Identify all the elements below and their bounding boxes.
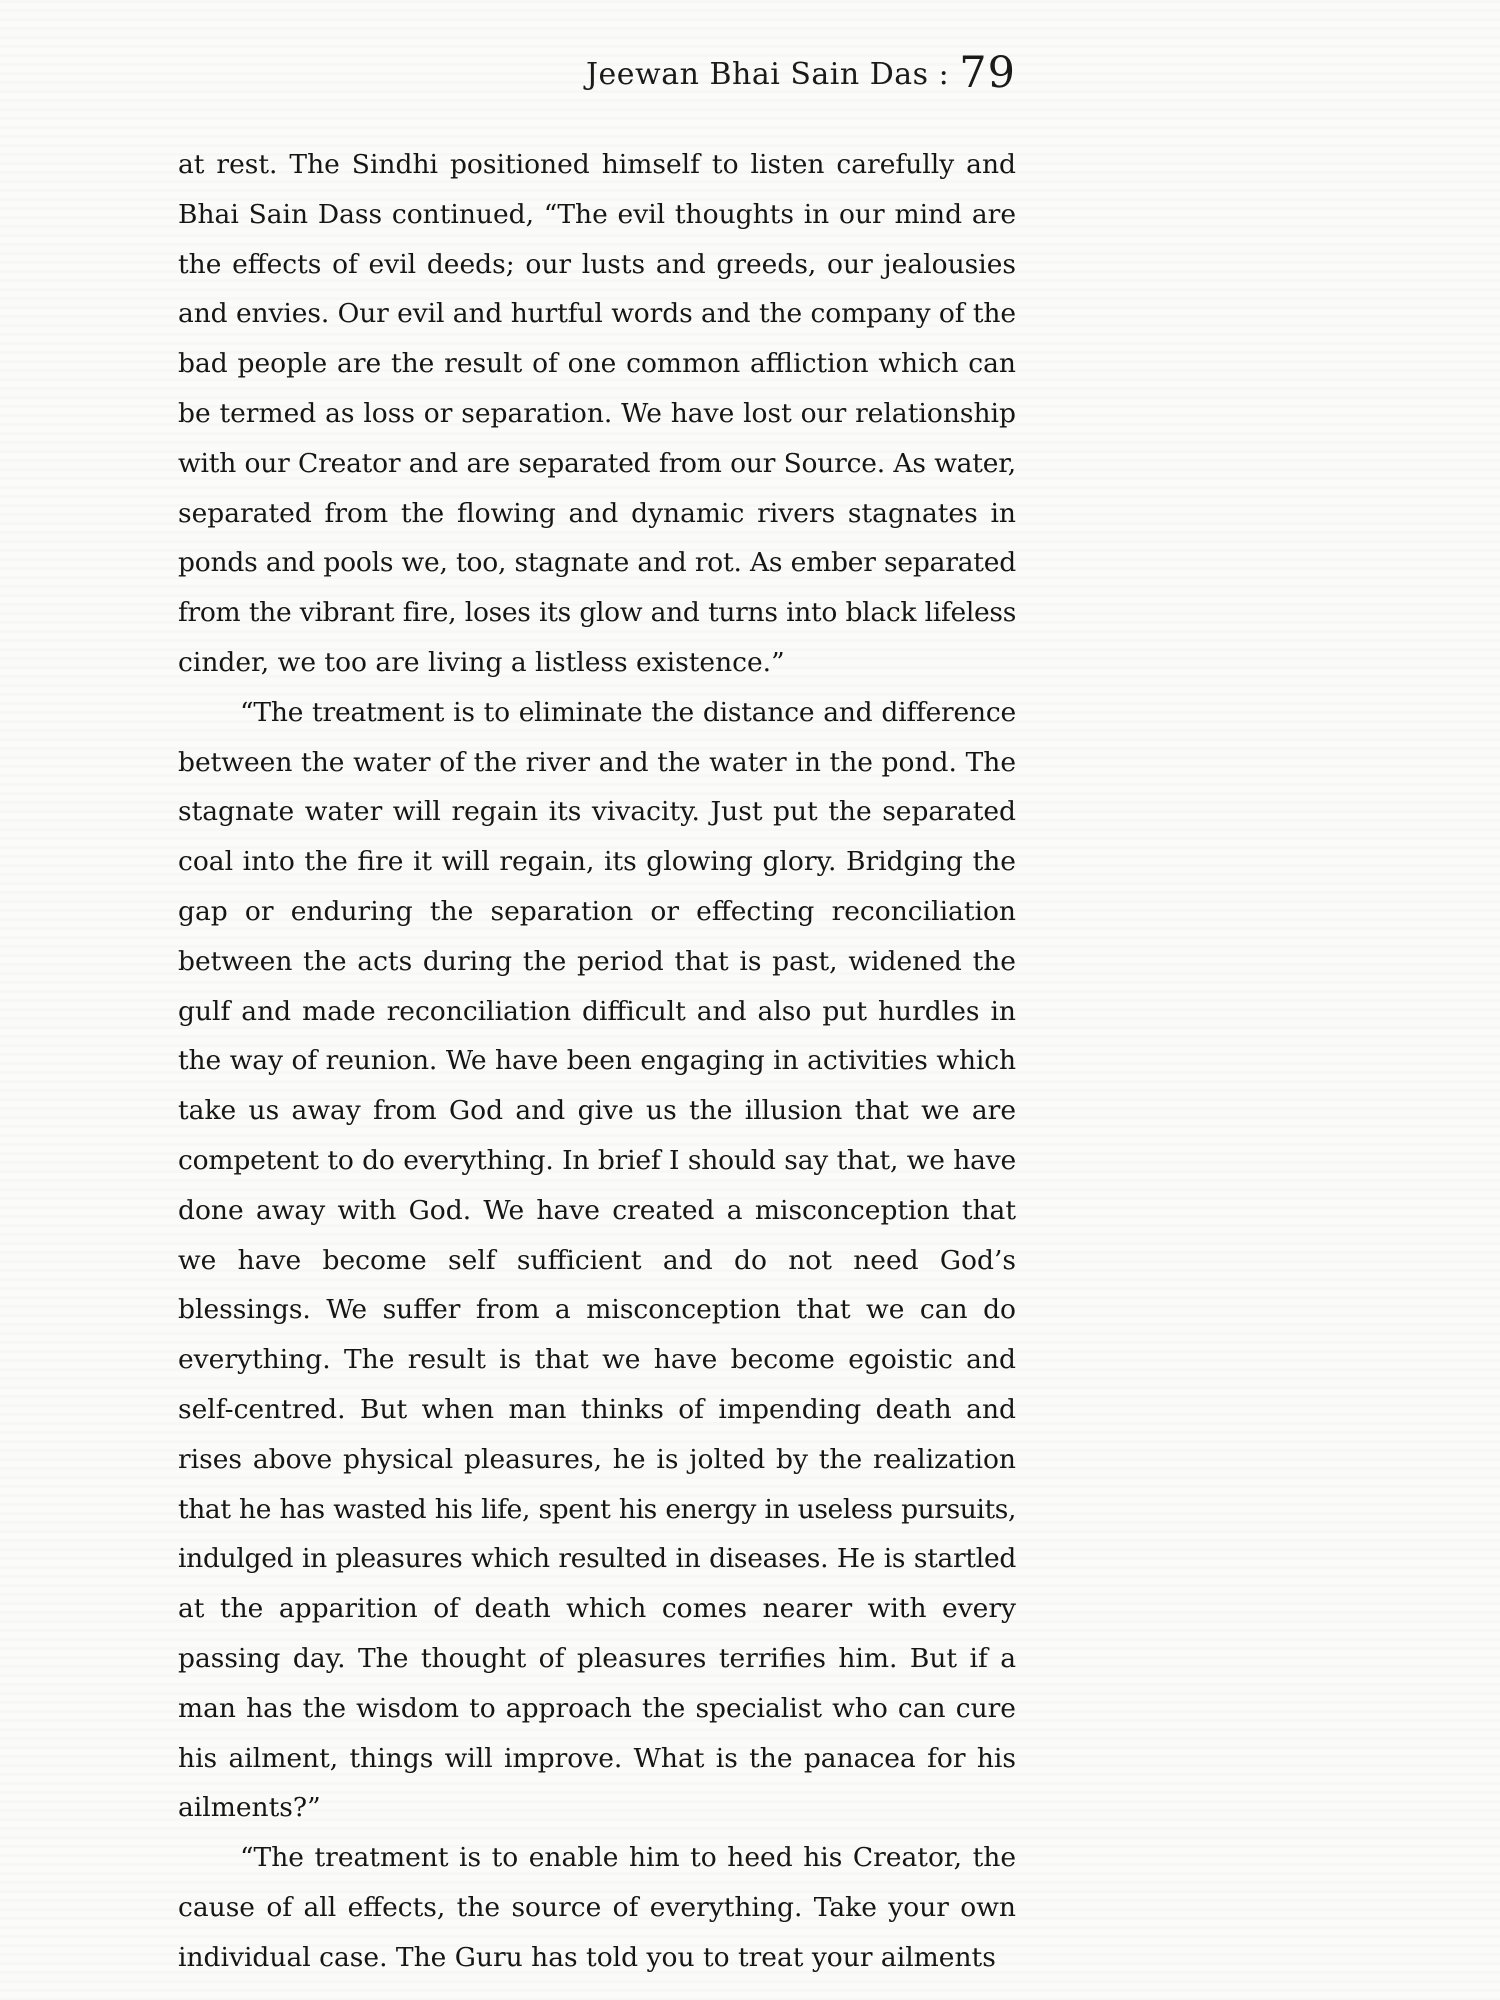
running-title: Jeewan Bhai Sain Das <box>586 57 929 92</box>
text-line: coal into the fire it will regain, its glowing glory. Bridging the <box>178 846 1016 878</box>
text-line: with our Creator and are separated from our Source. As water, <box>178 447 1016 479</box>
text-line: rises above physical pleasures, he is jolted by the realization <box>178 1443 1016 1475</box>
text-line: passing day. The thought of pleasures terrifies him. But if a <box>178 1642 1016 1674</box>
text-line: gap or enduring the separation or effecting reconciliation <box>178 895 1016 927</box>
text-line: from the vibrant fire, loses its glow and turns into black lifeless <box>178 597 1016 629</box>
page-number: 79 <box>959 48 1016 98</box>
text-line: the way of reunion. We have been engaging in activities which <box>178 1045 1016 1077</box>
text-line: his ailment, things will improve. What is the panacea for his <box>178 1742 1016 1774</box>
text-line: done away with God. We have created a misconception that <box>178 1194 1016 1226</box>
text-line: everything. The result is that we have become egoistic and <box>178 1344 1016 1376</box>
text-line: man has the wisdom to approach the specialist who can cure <box>178 1692 1016 1724</box>
text-line: ponds and pools we, too, stagnate and rot. As ember separated <box>178 547 1016 579</box>
text-line: that he has wasted his life, spent his energy in useless pursuits, <box>178 1493 1016 1525</box>
text-line: at the apparition of death which comes nearer with every <box>178 1593 1016 1625</box>
page-header <box>178 48 1016 98</box>
text-line: competent to do everything. In brief I should say that, we have <box>178 1144 1016 1176</box>
body-text <box>178 140 1016 1982</box>
text-line: self-centred. But when man thinks of impending death and <box>178 1393 1016 1425</box>
text-line: bad people are the result of one common affliction which can <box>178 348 1016 380</box>
text-line: indulged in pleasures which resulted in diseases. He is startled <box>178 1543 1016 1575</box>
text-line: the effects of evil deeds; our lusts and greeds, our jealousies <box>178 248 1016 280</box>
header-separator: : <box>928 57 960 92</box>
text-line: individual case. The Guru has told you to treat your ailments <box>178 1941 996 1973</box>
text-line: and envies. Our evil and hurtful words and the company of the <box>178 298 1016 330</box>
text-line: we have become self sufficient and do not need God’s <box>178 1244 1016 1276</box>
text-line: “The treatment is to enable him to heed his Creator, the <box>240 1842 1016 1874</box>
text-line: cause of all effects, the source of everything. Take your own <box>178 1891 1016 1923</box>
text-line: take us away from God and give us the illusion that we are <box>178 1095 1016 1127</box>
text-line: “The treatment is to eliminate the distance and difference <box>240 696 1016 728</box>
text-line: between the water of the river and the water in the pond. The <box>178 746 1016 778</box>
text-line: ailments?” <box>178 1792 321 1824</box>
paragraph <box>178 140 1016 688</box>
text-line: be termed as loss or separation. We have lost our relationship <box>178 397 1016 429</box>
text-line: separated from the flowing and dynamic rivers stagnates in <box>178 497 1016 529</box>
text-line: at rest. The Sindhi positioned himself to listen carefully and <box>178 149 1016 180</box>
text-line: gulf and made reconciliation difficult and also put hurdles in <box>178 995 1016 1027</box>
paragraph <box>178 688 1016 1833</box>
text-line: cinder, we too are living a listless existence.” <box>178 646 785 678</box>
text-line: Bhai Sain Dass continued, “The evil thoughts in our mind are <box>178 198 1016 230</box>
text-line: stagnate water will regain its vivacity. Just put the separated <box>178 796 1016 828</box>
text-line: between the acts during the period that is past, widened the <box>178 945 1016 977</box>
text-line: blessings. We suffer from a misconception that we can do <box>178 1294 1016 1326</box>
paragraph <box>178 1833 1016 1982</box>
